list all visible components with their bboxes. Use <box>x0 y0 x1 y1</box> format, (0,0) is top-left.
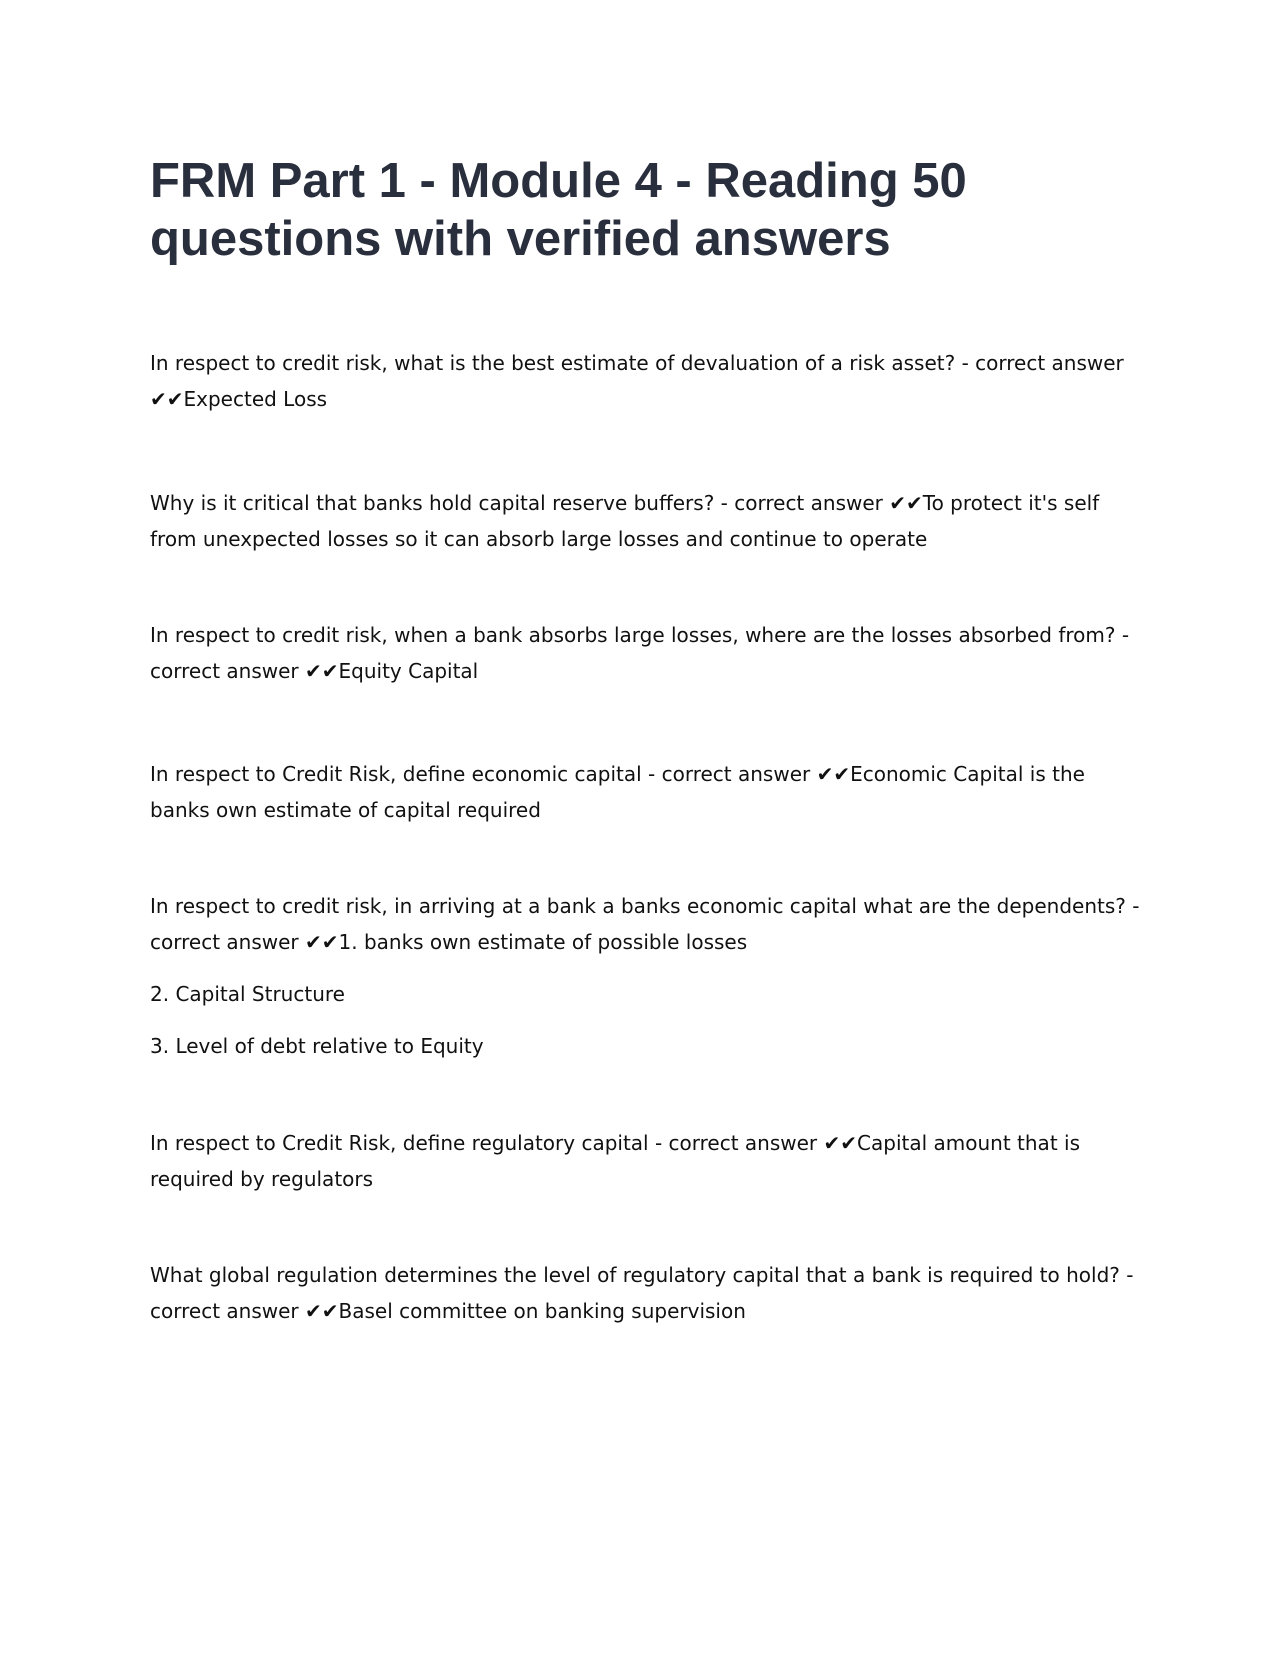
answer-line: 3. Level of debt relative to Equity <box>150 1034 484 1058</box>
answer-text: Equity Capital <box>338 659 479 683</box>
question-text: In respect to credit risk, in arriving at a bank a banks economic capital what are the dependents? - correct answer <box>150 894 1140 954</box>
qa-text <box>150 617 1140 689</box>
answer-text: Basel committee on banking supervision <box>338 1299 746 1323</box>
question-text: Why is it critical that banks hold capital reserve buffers? - correct answer <box>150 491 890 515</box>
check-icon: ✔✔ <box>816 762 851 786</box>
qa-text <box>150 1125 1140 1197</box>
check-icon: ✔✔ <box>889 491 923 515</box>
qa-text <box>150 1257 1140 1329</box>
check-icon: ✔✔ <box>150 387 184 411</box>
qa-item-2 <box>150 485 1140 557</box>
check-icon: ✔✔ <box>304 1299 339 1323</box>
answer-text: To protect it's self from unexpected losses so it can absorb large losses and continue to operate <box>150 491 1100 551</box>
question-text: What global regulation determines the level of regulatory capital that a bank is required to hold? - correct answer <box>150 1263 1134 1323</box>
qa-item-5 <box>150 888 1140 1064</box>
document-title: FRM Part 1 - Module 4 - Reading 50 questions with verified answers <box>150 154 967 266</box>
question-text: In respect to credit risk, what is the best estimate of devaluation of a risk asset? - correct answer <box>150 351 1124 375</box>
check-icon: ✔✔ <box>304 930 339 954</box>
qa-item-3 <box>150 617 1140 689</box>
question-text: In respect to Credit Risk, define economic capital - correct answer <box>150 762 817 786</box>
qa-item-6 <box>150 1125 1140 1197</box>
qa-item-7 <box>150 1257 1140 1329</box>
answer-text: Expected Loss <box>183 387 328 411</box>
qa-item-4 <box>150 756 1140 828</box>
question-text: In respect to Credit Risk, define regulatory capital - correct answer <box>150 1131 824 1155</box>
check-icon: ✔✔ <box>304 659 339 683</box>
qa-text <box>150 756 1140 828</box>
qa-text <box>150 888 1140 960</box>
answer-text: Capital amount that is required by regulators <box>150 1131 1080 1191</box>
question-text: In respect to credit risk, when a bank absorbs large losses, where are the losses absorbed from? - correct answer <box>150 623 1130 683</box>
check-icon: ✔✔ <box>823 1131 858 1155</box>
qa-item-1 <box>150 345 1140 417</box>
qa-text <box>150 485 1140 557</box>
answer-line: 2. Capital Structure <box>150 982 345 1006</box>
answer-text: Economic Capital is the banks own estimate of capital required <box>150 762 1085 822</box>
qa-text <box>150 345 1140 417</box>
answer-text: 1. banks own estimate of possible losses <box>338 930 748 954</box>
